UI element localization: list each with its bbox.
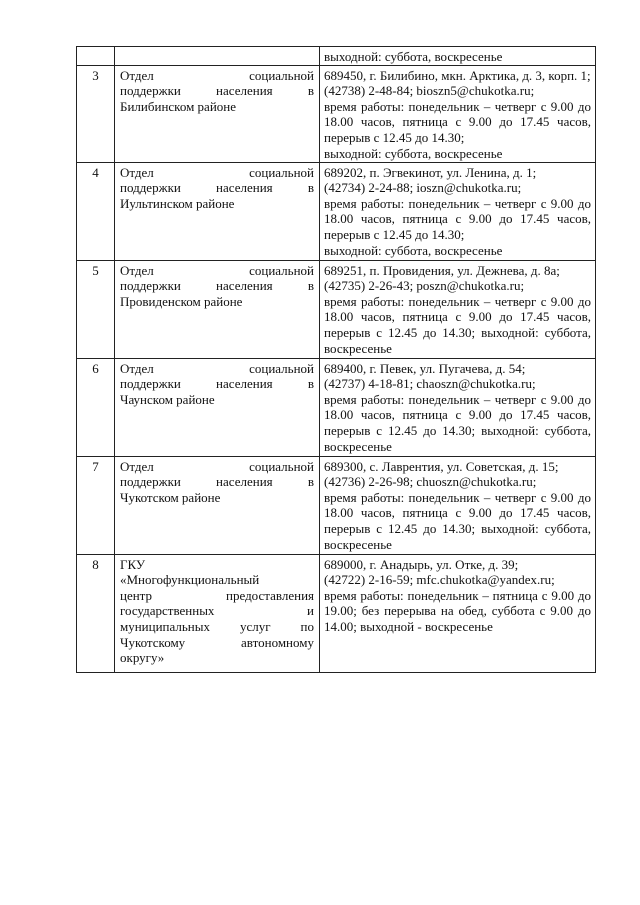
contact-info-line: (42735) 2-26-43; poszn@chukotka.ru; (324, 278, 525, 294)
contact-info-line: 689300, с. Лаврентия, ул. Советская, д. 15; (324, 458, 559, 474)
contact-info-line: перерыв с 12.45 до 14.30; (324, 226, 465, 242)
contact-info-line: воскресенье (324, 340, 392, 356)
contact-info-line: (42736) 2-26-98; chuoszn@chukotka.ru; (324, 474, 537, 490)
office-name-line: поддержки населения в (120, 180, 314, 196)
office-name-line: Иультинском районе (120, 195, 235, 211)
contact-info-line: время работы: понедельник – четверг с 9.00 до (324, 98, 591, 114)
office-name-line: «Многофункциональный (120, 572, 260, 588)
contact-info-line: время работы: понедельник – четверг с 9.00 до (324, 489, 591, 505)
office-contact-cell (320, 456, 596, 554)
office-name-line: поддержки населения в (120, 83, 314, 99)
office-name-line: поддержки населения в (120, 376, 314, 392)
contact-info-line: воскресенье (324, 438, 392, 454)
row-number: 5 (77, 260, 115, 358)
office-contact-cell (320, 47, 596, 66)
offices-table (76, 46, 596, 673)
office-name-line: Провиденском районе (120, 293, 243, 309)
contact-info-line: 14.00; выходной - воскресенье (324, 618, 493, 634)
office-name-cell (115, 260, 320, 358)
row-number: 6 (77, 358, 115, 456)
office-contact-cell (320, 554, 596, 672)
contact-info-line: время работы: понедельник – четверг с 9.00 до (324, 195, 591, 211)
contact-info-line: 689450, г. Билибино, мкн. Арктика, д. 3, корп. 1; (324, 67, 591, 83)
office-name-cell (115, 358, 320, 456)
office-name-line: муниципальных услуг по (120, 618, 314, 634)
contact-info-line: (42737) 4-18-81; chaoszn@chukotka.ru; (324, 376, 536, 392)
row-number: 4 (77, 162, 115, 260)
contact-info-line: время работы: понедельник – четверг с 9.00 до (324, 293, 591, 309)
row-number (77, 47, 115, 66)
contact-info-line: (42722) 2-16-59; mfc.chukotka@yandex.ru; (324, 572, 555, 588)
table-row (77, 47, 596, 66)
contact-info-line: 18.00 часов, пятница с 9.00 до 17.45 часов, (324, 505, 591, 521)
office-name-line: Отдел социальной (120, 360, 314, 376)
office-name-cell (115, 456, 320, 554)
contact-info-line: выходной: суббота, воскресенье (324, 49, 503, 64)
contact-info-line: 689400, г. Певек, ул. Пугачева, д. 54; (324, 360, 526, 376)
contact-info-line: 18.00 часов, пятница с 9.00 до 17.45 часов, (324, 407, 591, 423)
contact-info-line: время работы: понедельник – пятница с 9.00 до (324, 587, 591, 603)
contact-info-line: воскресенье (324, 536, 392, 552)
contact-info-line: 18.00 часов, пятница с 9.00 до 17.45 часов, (324, 211, 591, 227)
office-name-line: Отдел социальной (120, 67, 314, 83)
office-name-line: округу» (120, 650, 165, 666)
office-name-line: ГКУ (120, 556, 146, 572)
table-row (77, 554, 596, 672)
row-number: 8 (77, 554, 115, 672)
table-row (77, 456, 596, 554)
office-name-line: поддержки населения в (120, 278, 314, 294)
office-name-cell (115, 162, 320, 260)
office-name-line: центр предоставления (120, 587, 314, 603)
office-name-line: Отдел социальной (120, 458, 314, 474)
table-row (77, 358, 596, 456)
office-name-line: Отдел социальной (120, 164, 314, 180)
contact-info-line: перерыв с 12.45 до 14.30; выходной: суббота, (324, 422, 591, 438)
office-name-cell (115, 47, 320, 66)
contact-info-line: 19.00; без перерыва на обед, суббота с 9.00 до (324, 603, 591, 619)
office-name-cell (115, 65, 320, 162)
contact-info-line: (42738) 2-48-84; bioszn5@chukotka.ru; (324, 83, 535, 99)
row-number: 7 (77, 456, 115, 554)
contact-info-line: 18.00 часов, пятница с 9.00 до 17.45 часов, (324, 309, 591, 325)
contact-info-line: 689000, г. Анадырь, ул. Отке, д. 39; (324, 556, 519, 572)
contact-info-line: перерыв с 12.45 до 14.30; выходной: суббота, (324, 324, 591, 340)
contact-info-line: 689251, п. Провидения, ул. Дежнева, д. 8а; (324, 262, 560, 278)
office-contact-cell (320, 358, 596, 456)
office-name-line: Чаунском районе (120, 391, 215, 407)
contact-info-line: перерыв с 12.45 до 14.30; выходной: суббота, (324, 520, 591, 536)
table-row (77, 162, 596, 260)
table-row (77, 260, 596, 358)
contact-info-line: 689202, п. Эгвекинот, ул. Ленина, д. 1; (324, 164, 537, 180)
offices-table-body (77, 47, 596, 673)
office-contact-cell (320, 65, 596, 162)
office-name-line: Чукотском районе (120, 489, 221, 505)
office-name-line: Билибинском районе (120, 98, 237, 114)
contact-info-line: время работы: понедельник – четверг с 9.00 до (324, 391, 591, 407)
contact-info-line: выходной: суббота, воскресенье (324, 242, 503, 258)
contact-info-line: выходной: суббота, воскресенье (324, 145, 503, 161)
office-name-line: поддержки населения в (120, 474, 314, 490)
contact-info-line: (42734) 2-24-88; ioszn@chukotka.ru; (324, 180, 522, 196)
table-row (77, 65, 596, 162)
office-name-line: государственных и (120, 603, 314, 619)
office-contact-cell (320, 162, 596, 260)
office-name-cell (115, 554, 320, 672)
office-name-line: Чукотскому автономному (120, 634, 314, 650)
office-contact-cell (320, 260, 596, 358)
contact-info-line: перерыв с 12.45 до 14.30; (324, 129, 465, 145)
office-name-line: Отдел социальной (120, 262, 314, 278)
contact-info-line: 18.00 часов, пятница с 9.00 до 17.45 часов, (324, 114, 591, 130)
row-number: 3 (77, 65, 115, 162)
